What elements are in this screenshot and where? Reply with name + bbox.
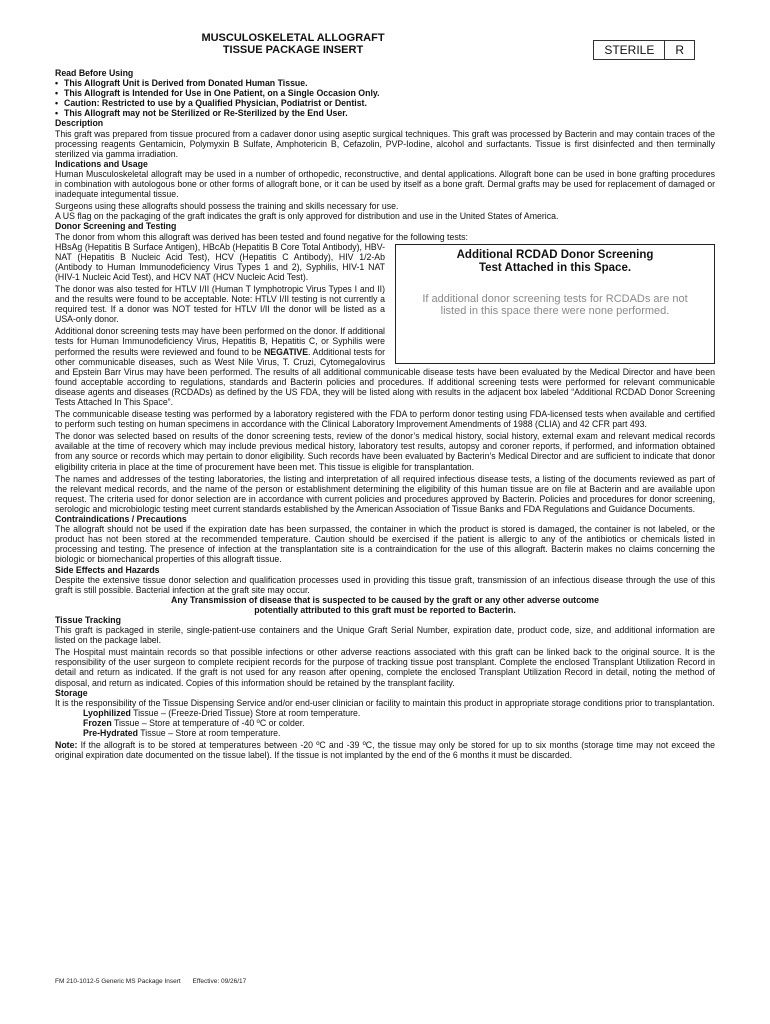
title-line-2: TISSUE PACKAGE INSERT: [222, 44, 364, 56]
document-footer: [55, 978, 246, 985]
read-before-bullet: • Caution: Restricted to use by a Qualified Physician, Podiatrist or Dentist.: [55, 98, 715, 108]
storage-item-label: Pre-Hydrated: [83, 728, 138, 738]
donor-screening-p7: The names and addresses of the testing laboratories, the listing and interpretation of all required infectious disease tests, a listing of the documents reviewed as part of the relevant medical records, and the name of the person or establishment determining the eligibility of this human tissue are on file at Bacterin and are available upon request. The criteria used for donor selection are in accordance with current policies and procedures approved by Bacterin. Policies and procedures for donor screening, serologic and microbiologic testing meet current standards established by the American Association of Tissue Banks and FDA Regulations and Guidance Documents.: [55, 473, 715, 514]
description-heading: Description: [55, 118, 104, 129]
storage-item: [55, 718, 715, 728]
storage-note: [55, 740, 715, 760]
storage-item-text: Tissue – (Freeze-Dried Tissue) Store at room temperature.: [130, 707, 361, 718]
sterile-code: R: [664, 41, 694, 59]
form-number: FM 210-1012-5 Generic MS Package Insert: [55, 978, 181, 985]
tracking-p1: This graft is packaged in sterile, single-patient-use containers and the Unique Graft Serial Number, expiration date, product code, size, and additional information are listed on the package label.: [55, 625, 715, 646]
storage-item: [55, 708, 715, 718]
storage-item-text: Tissue – Store at temperature of -40 ºC or colder.: [111, 717, 305, 728]
donor-screening-p2: HBsAg (Hepatitis B Surface Antigen), HBcAb (Hepatitis B Core Total Antibody), HBV-NAT (Hepatitis B Nucleic Acid Test), HCV (Hepatitis C Antibody), HIV 1/2-Ab (Antibody to Human Immunodeficiency Virus Types 1 and 2), Syphilis, HIV-1 NAT (HIV-1 Nucleic Acid Test), and HCV NAT (HCV Nucleic Acid Test).: [55, 241, 385, 282]
donor-screening-p5: The communicable disease testing was performed by a laboratory registered with the FDA to perform donor testing using FDA-licensed tests when available and certified to perform such testing on human specimens in accordance with the Clinical Laboratory Improvement Amendments of 1988 (CLIA) and 42 CFR part 493.: [55, 409, 715, 430]
side-effects-text: Despite the extensive tissue donor selection and qualification processes used in providing this tissue graft, transmission of an infectious disease through the use of this graft is still possible. Bacterial infection at the graft site may occur.: [55, 574, 715, 595]
storage-text: It is the responsibility of the Tissue Dispensing Service and/or end-user clinician or facility to maintain this product in appropriate storage conditions prior to transplantation.: [55, 697, 715, 708]
contraindications-text: The allograft should not be used if the expiration date has been surpassed, the container in which the product is stored is damaged, the container is not labeled, or the product has not been stored at the recommended temperature. Caution should be exercised if the patient is allergic to any of the antibiotics or chemicals listed in processing and testing. The presence of infection at the transplantation site is a contraindication for the use of this allograft. Bacterin makes no claims concerning the biologic or biomechanical properties of this allograft tissue.: [55, 524, 715, 565]
storage-item-text: Tissue – Store at room temperature.: [137, 728, 281, 738]
description-text: This graft was prepared from tissue procured from a cadaver donor using aseptic surgical techniques. This graft was processed by Bacterin and may contain traces of the processing reagents Gentamicin, Polymyxin B Sulfate, Amphotericin B, Cefazolin, PVP-Iodine, alcohol and surfactants. Tissue is first disinfected and then terminally sterilized via gamma irradiation.: [55, 128, 715, 159]
rcdad-box: [395, 244, 715, 364]
rcdad-box-note: If additional donor screening tests for RCDADs are not listed in this space there were none performed.: [422, 292, 688, 318]
storage-note-text: If the allograft is to be stored at temperatures between -20 ºC and -39 ºC, the tissue may only be stored for up to six months (storage time may not exceed the original expiration date documented on the tissue label). If the tissue is not implanted by the end of the 6 months it must be discarded.: [55, 740, 715, 761]
document-header: [55, 30, 715, 68]
donor-screening-p3: The donor was also tested for HTLV I/II (Human T lymphotropic Virus Types I and II) and the results were found to be acceptable. Note: HTLV I/II testing is not currently a required test. If a donor was NOT tested for HTLV I/II the donor will be listed as a USA-only donor.: [55, 283, 385, 325]
negative-result: NEGATIVE: [263, 346, 309, 357]
read-before-bullet: • This Allograft Unit is Derived from Donated Human Tissue.: [55, 78, 715, 88]
tracking-p2: The Hospital must maintain records so that possible infections or other adverse reactions associated with this graft can be linked back to the original source. It is the responsibility of the user surgeon to complete recipient records for the purpose of tracking tissue post transplant. Complete the enclosed Transplant Utilization Record in detail and return as indicated. If the graft is not used for any reason after opening, complete the enclosed Transplant Utilization Record in detail, noting the method of disposal, and return as indicated. Copies of this information should be retained by the transplant facility.: [55, 647, 715, 688]
storage-item-label: Frozen: [83, 717, 112, 728]
rcdad-title-line-2: Test Attached in this Space.: [478, 261, 632, 274]
sterile-indicator: [593, 40, 695, 60]
adverse-warning-line-1: Any Transmission of disease that is suspected to be caused by the graft or any other adverse outcome: [171, 594, 599, 605]
title-line-1: MUSCULOSKELETAL ALLOGRAFT: [201, 32, 385, 44]
read-before-list: [55, 78, 715, 118]
read-before-bullet: • This Allograft may not be Sterilized or Re-Sterilized by the End User.: [55, 108, 715, 118]
donor-screening-p1: The donor from whom this allograft was derived has been tested and found negative for the following tests:: [55, 231, 468, 242]
indications-p2: Surgeons using these allografts should possess the training and skills necessary for use.: [55, 201, 399, 212]
document-body: [55, 68, 715, 760]
side-effects-heading: Side Effects and Hazards: [55, 564, 160, 575]
storage-heading: Storage: [55, 687, 88, 698]
package-insert: [55, 30, 715, 760]
contraindications-heading: Contraindications / Precautions: [55, 514, 187, 525]
read-before-bullet: • This Allograft is Intended for Use in One Patient, on a Single Occasion Only.: [55, 88, 715, 98]
rcdad-title-line-1: Additional RCDAD Donor Screening: [456, 248, 654, 261]
sterile-label: STERILE: [604, 43, 655, 57]
storage-note-label: Note:: [55, 740, 78, 751]
donor-screening-heading: Donor Screening and Testing: [55, 221, 177, 232]
indications-heading: Indications and Usage: [55, 158, 148, 169]
indications-p3: A US flag on the packaging of the graft indicates the graft is only approved for distribution and use in the United States of America.: [55, 211, 559, 222]
adverse-warning-line-2: potentially attributed to this graft must be reported to Bacterin.: [254, 604, 516, 615]
p4-text-c: . Additional tests for other communicable diseases, such as West Nile Virus, T. Cruzi, Cytomegalovirus and Epstein Barr Virus may have been performed. The results of all additional communicable disease tests have been evaluated by the Medical Director and have been found acceptable according to regulations, standards and Bacterin policies and procedures. If additional screening tests were performed for relevant communicable disease agents and diseases (RCDADs) as defined by the US FDA, they will be listed along with results in the adjacent box labeled “Additional RCDAD Donor Screening Tests Attached In This Space”.: [55, 346, 715, 407]
tracking-heading: Tissue Tracking: [55, 614, 121, 625]
storage-item: [55, 728, 715, 738]
indications-p1: Human Musculoskeletal allograft may be used in a number of orthopedic, reconstructive, and dental applications. Allograft bone can be used in bone grafting procedures in combination with autologous bone or other forms of allograft bone, or it can be used by itself as a bone graft. Dermal grafts may be used for replacement of damaged or inadequate integumental tissue.: [55, 168, 715, 200]
effective-date: Effective: 09/26/17: [192, 978, 247, 985]
rcdad-box-title: [396, 249, 714, 275]
document-title: [133, 30, 453, 56]
storage-item-label: Lyophilized: [83, 707, 131, 718]
donor-screening-p6: The donor was selected based on results of the donor screening tests, review of the donor’s medical history, social history, external exam and relevant medical records available at the time of recovery which may include previous medical history, laboratory test results, autopsy and coroner reports, if performed, and information obtained from any source or records which may pertain to donor eligibility. Such records have been evaluated by Bacterin’s Medical Director and are sufficient to indicate that donor eligibility criteria in place at the time of procurement have been met. This tissue is eligible for transplantation.: [55, 431, 715, 472]
read-before-heading: Read Before Using: [55, 68, 134, 78]
p4-text-a: Additional donor screening tests may have been performed on the donor. If additional tests for Human Immunodeficiency Virus, Hepatitis B, Hepatitis C, or Syphilis were performed the results were reviewed and found to be: [55, 326, 385, 357]
